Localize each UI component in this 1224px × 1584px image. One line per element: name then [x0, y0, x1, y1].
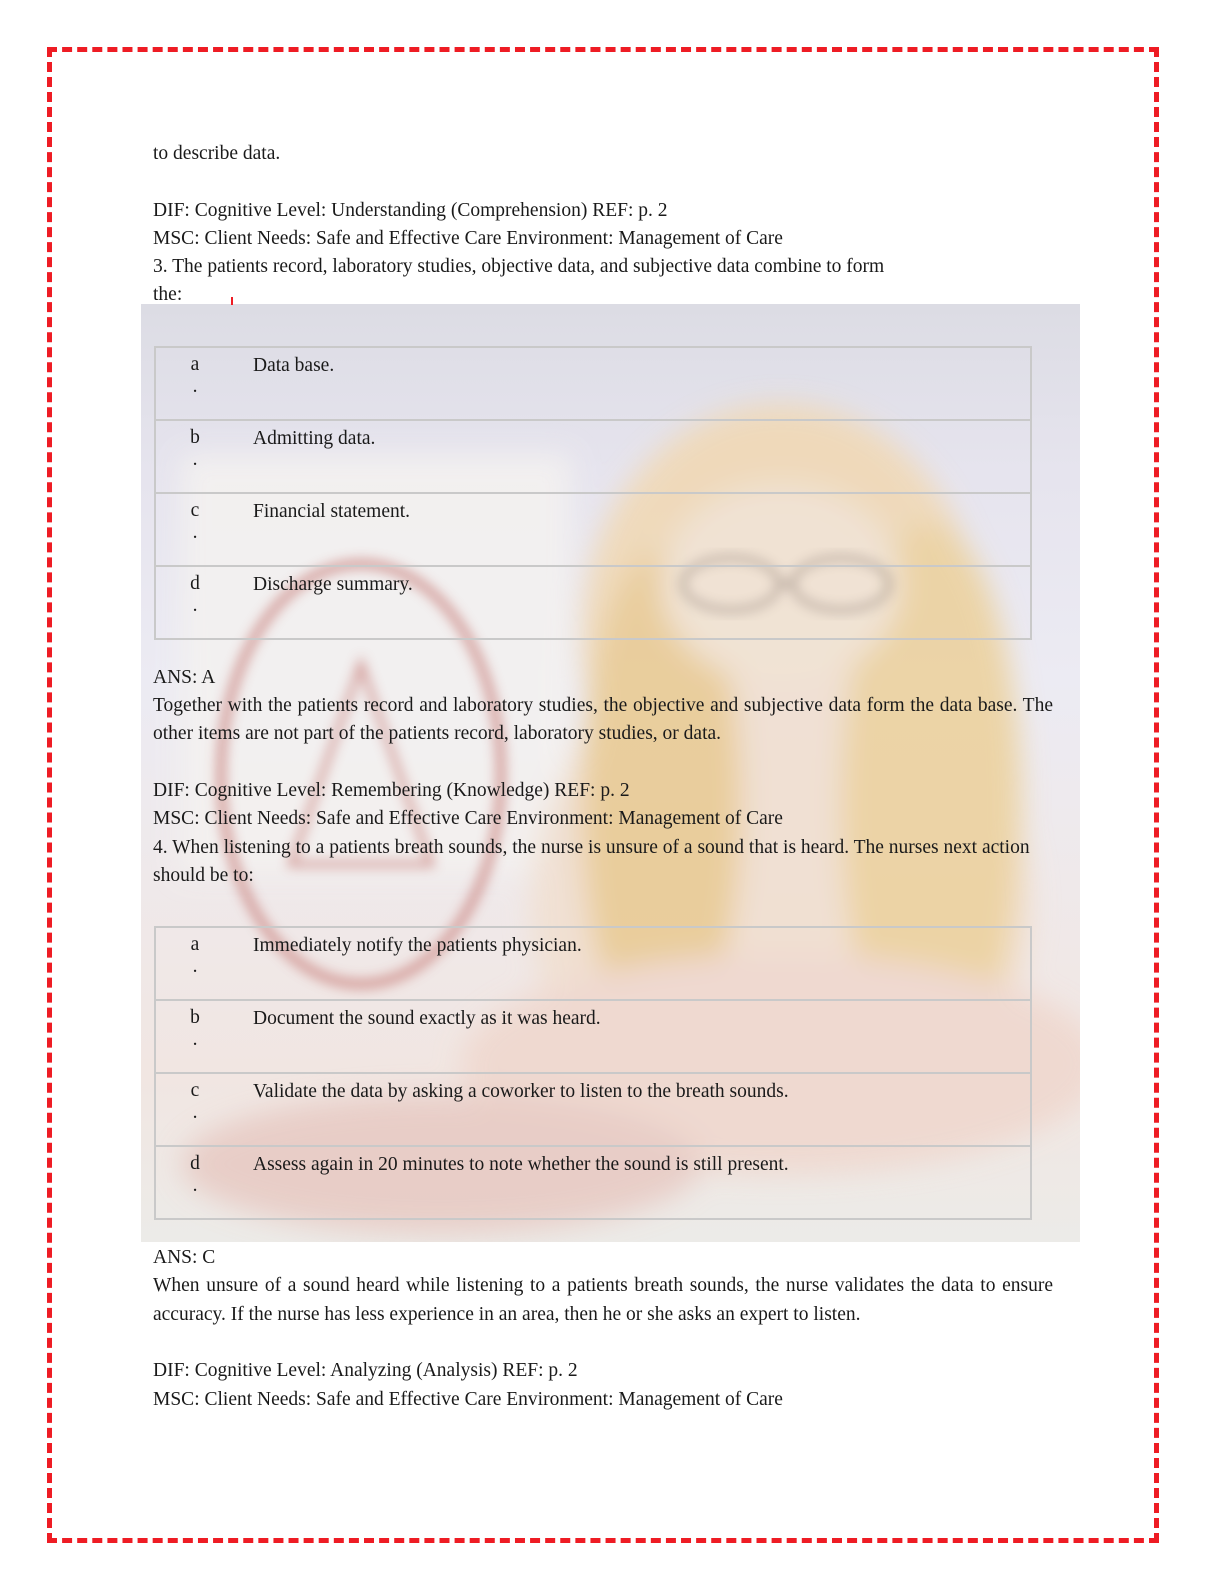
intro-line: to describe data.: [153, 143, 281, 164]
q4-dif-line: DIF: Cognitive Level: Analyzing (Analysis) REF: p. 2: [153, 1360, 578, 1382]
q4-choice-row[interactable]: a . Immediately notify the patients physician.: [155, 927, 1031, 1000]
document-content: [153, 140, 1053, 1414]
q2-dif-line: DIF: Cognitive Level: Understanding (Comprehension) REF: p. 2: [153, 199, 668, 221]
choice-text: Discharge summary.: [253, 566, 1031, 639]
choice-letter: d: [190, 572, 200, 594]
q3-choice-row[interactable]: a . Data base.: [155, 347, 1031, 420]
q4-choices-table: [154, 926, 1032, 1220]
q3-dif-line: DIF: Cognitive Level: Remembering (Knowledge) REF: p. 2: [153, 779, 630, 801]
q4-choice-row[interactable]: b . Document the sound exactly as it was heard.: [155, 1000, 1031, 1073]
q4-rationale: When unsure of a sound heard while listening to a patients breath sounds, the nurse validates the data to ensure accuracy. If the nurse has less experience in an area, then he or she asks an expert to listen.: [153, 1275, 1053, 1325]
choice-text: Data base.: [253, 347, 1031, 420]
red-tick-mark: [231, 297, 233, 305]
q3-msc-line: MSC: Client Needs: Safe and Effective Care Environment: Management of Care: [153, 808, 783, 830]
q2-msc-line: MSC: Client Needs: Safe and Effective Care Environment: Management of Care: [153, 227, 783, 249]
q4-answer: ANS: C: [153, 1247, 216, 1269]
q3-choices-table: [154, 346, 1032, 640]
choice-text: Immediately notify the patients physician.: [253, 927, 1031, 1000]
choice-text: Document the sound exactly as it was heard.: [253, 1000, 1031, 1073]
q3-rationale: Together with the patients record and laboratory studies, the objective and subjective data form the data base. The other items are not part of the patients record, laboratory studies, or data.: [153, 695, 1053, 745]
choice-text: Financial statement.: [253, 493, 1031, 566]
choice-letter: b: [190, 1007, 200, 1029]
choice-letter: b: [190, 426, 200, 448]
q4-choice-row[interactable]: d . Assess again in 20 minutes to note whether the sound is still present.: [155, 1146, 1031, 1219]
choice-letter: d: [190, 1153, 200, 1175]
choice-text: Validate the data by asking a coworker to listen to the breath sounds.: [253, 1073, 1031, 1146]
q3-choice-row[interactable]: d . Discharge summary.: [155, 566, 1031, 639]
q3-stem-line1: 3. The patients record, laboratory studies, objective data, and subjective data combine to form: [153, 256, 885, 278]
q4-choice-row[interactable]: c . Validate the data by asking a coworker to listen to the breath sounds.: [155, 1073, 1031, 1146]
choice-letter: a: [190, 353, 200, 375]
q4-msc-line: MSC: Client Needs: Safe and Effective Care Environment: Management of Care: [153, 1388, 783, 1410]
q3-answer: ANS: A: [153, 666, 216, 688]
choice-letter: c: [190, 1080, 200, 1102]
q3-stem-line2: the:: [153, 284, 183, 306]
choice-letter: a: [190, 934, 200, 956]
q3-choice-row[interactable]: b . Admitting data.: [155, 420, 1031, 493]
q3-stem: [153, 253, 1053, 310]
q4-stem: 4. When listening to a patients breath sounds, the nurse is unsure of a sound that is heard. The nurses next action should be to:: [153, 836, 1030, 886]
q3-choice-row[interactable]: c . Financial statement.: [155, 493, 1031, 566]
choice-text: Admitting data.: [253, 420, 1031, 493]
choice-text: Assess again in 20 minutes to note whether the sound is still present.: [253, 1146, 1031, 1219]
choice-letter: c: [190, 499, 200, 521]
